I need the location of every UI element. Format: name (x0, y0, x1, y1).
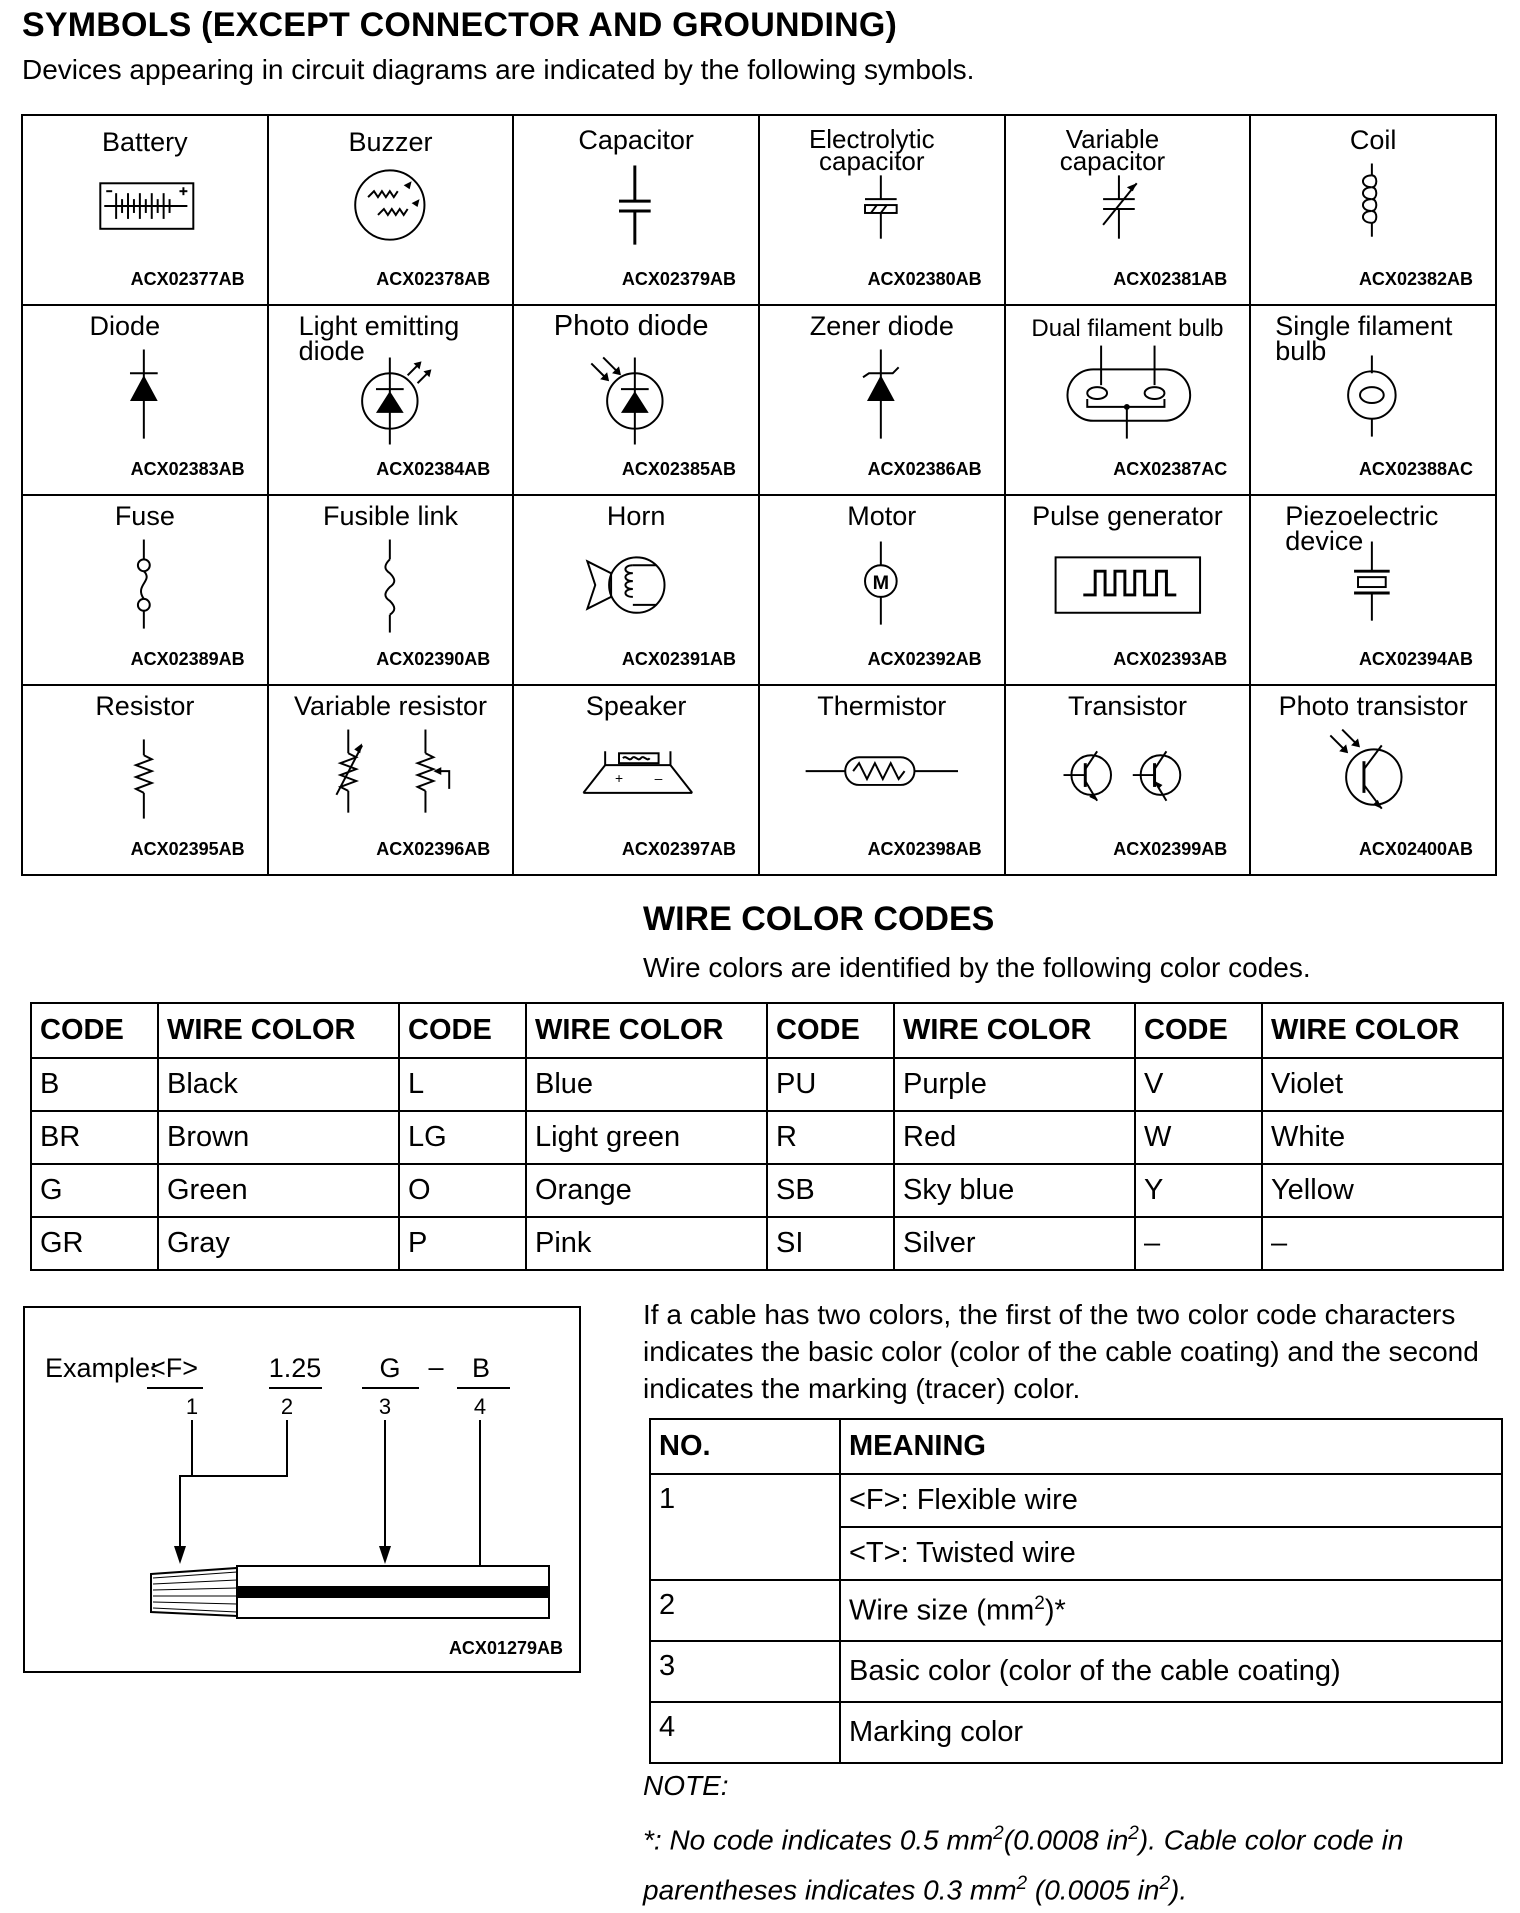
symbol-code: ACX02396AB (376, 839, 491, 859)
table-row (31, 1111, 1503, 1164)
symbol-cell-electrolytic-capacitor (759, 115, 1005, 305)
code-cell: W (1135, 1111, 1262, 1164)
color-cell: Black (158, 1058, 399, 1111)
symbol-cell-capacitor (513, 115, 759, 305)
code-cell: SI (767, 1217, 894, 1270)
color-cell: – (1262, 1217, 1503, 1270)
wire-color-header: WIRE COLOR (526, 1003, 767, 1058)
symbol-label: Pulse generator (1032, 501, 1223, 531)
example-part-1: <F> (149, 1353, 199, 1383)
color-cell: Violet (1262, 1058, 1503, 1111)
symbol-code: ACX02397AB (621, 839, 736, 859)
code-cell: L (399, 1058, 526, 1111)
color-cell: White (1262, 1111, 1503, 1164)
symbol-label: Speaker (585, 691, 687, 721)
color-cell: Purple (894, 1058, 1135, 1111)
color-cell: Light green (526, 1111, 767, 1164)
symbol-cell-variable-resistor (268, 685, 514, 875)
symbol-label: Transistor (1067, 691, 1187, 721)
svg-text:M: M (872, 572, 890, 595)
table-row (31, 1217, 1503, 1270)
symbol-code: ACX02383AB (130, 459, 245, 479)
two-color-explanation: If a cable has two colors, the first of the two color code characters indicates the basic color (color of the cable coating) and the second indicates the marking (tracer) color. (643, 1299, 1479, 1404)
symbol-label: Photo transistor (1278, 691, 1468, 721)
meaning-header: MEANING (840, 1419, 1502, 1474)
color-cell: Brown (158, 1111, 399, 1164)
no-header: NO. (650, 1419, 840, 1474)
svg-text:–: – (654, 769, 663, 786)
table-row (650, 1474, 1502, 1527)
symbol-code: ACX02400AB (1358, 839, 1473, 859)
note-part: ). (1170, 1874, 1188, 1906)
symbol-label: Buzzer (348, 127, 433, 157)
symbol-code: ACX02379AB (621, 269, 736, 289)
symbol-cell-pulse-generator (1005, 495, 1251, 685)
wire-color-subtitle: Wire colors are identified by the following color codes. (643, 952, 1311, 983)
symbol-cell-dual-filament-bulb (1005, 305, 1251, 495)
example-part-4: B (471, 1353, 491, 1383)
symbol-label: Motor (847, 501, 917, 531)
table-row (650, 1702, 1502, 1763)
symbol-code: ACX02385AB (621, 459, 736, 479)
symbol-code: ACX02384AB (376, 459, 491, 479)
intro-text: Devices appearing in circuit diagrams are indicated by the following symbols. (22, 54, 975, 85)
wire-color-header: WIRE COLOR (1262, 1003, 1503, 1058)
code-cell: B (31, 1058, 158, 1111)
wire-example-diagram (25, 1308, 579, 1671)
symbol-label: Variable capacitor (1059, 124, 1166, 176)
example-number-1: 1 (185, 1394, 199, 1419)
code-cell: V (1135, 1058, 1262, 1111)
example-number-4: 4 (473, 1394, 487, 1419)
wire-color-table (30, 1002, 1504, 1271)
symbol-cell-motor (759, 495, 1005, 685)
row-number: 4 (650, 1702, 840, 1763)
meaning-table (649, 1418, 1503, 1764)
symbol-cell-buzzer (268, 115, 514, 305)
wire-size-text: Wire size (mm (849, 1594, 1035, 1627)
symbol-code: ACX02390AB (376, 649, 491, 669)
symbol-code: ACX02388AC (1358, 459, 1473, 479)
symbol-cell-speaker (513, 685, 759, 875)
symbol-code: ACX02386AB (867, 459, 982, 479)
symbol-code: ACX02394AB (1358, 649, 1473, 669)
symbol-code: ACX02381AB (1113, 269, 1228, 289)
symbol-cell-diode (22, 305, 268, 495)
color-cell: Green (158, 1164, 399, 1217)
color-cell: Sky blue (894, 1164, 1135, 1217)
code-cell: – (1135, 1217, 1262, 1270)
code-header: CODE (1135, 1003, 1262, 1058)
symbol-label: Resistor (95, 691, 195, 721)
wire-color-header: WIRE COLOR (158, 1003, 399, 1058)
code-cell: PU (767, 1058, 894, 1111)
row-number: 2 (650, 1580, 840, 1641)
symbol-label: Piezoelectric device (1285, 501, 1439, 556)
color-cell: Orange (526, 1164, 767, 1217)
symbol-cell-horn (513, 495, 759, 685)
wire-example-figure (23, 1306, 581, 1673)
code-header: CODE (399, 1003, 526, 1058)
symbol-label: Electrolytic capacitor (808, 124, 935, 176)
symbol-label: Coil (1349, 125, 1397, 155)
code-cell: SB (767, 1164, 894, 1217)
symbol-label: Horn (606, 501, 666, 531)
symbol-cell-led (268, 305, 514, 495)
symbol-code: ACX02395AB (130, 839, 245, 859)
symbol-cell-battery (22, 115, 268, 305)
symbol-cell-resistor (22, 685, 268, 875)
code-header: CODE (31, 1003, 158, 1058)
table-row (31, 1058, 1503, 1111)
symbol-cell-transistor (1005, 685, 1251, 875)
example-number-3: 3 (378, 1394, 392, 1419)
color-cell: Blue (526, 1058, 767, 1111)
meaning-cell: Basic color (color of the cable coating) (840, 1641, 1502, 1702)
symbol-label: Capacitor (578, 125, 694, 155)
symbol-label: Photo diode (553, 310, 709, 342)
symbol-code: ACX02377AB (130, 269, 245, 289)
symbol-code: ACX02399AB (1113, 839, 1228, 859)
superscript: 2 (1034, 1593, 1045, 1615)
meaning-cell: <F>: Flexible wire (840, 1474, 1502, 1527)
symbol-code: ACX02398AB (867, 839, 982, 859)
symbol-cell-zener-diode (759, 305, 1005, 495)
note-part: (0.0005 in (1027, 1874, 1160, 1906)
color-cell: Pink (526, 1217, 767, 1270)
table-header-row (31, 1003, 1503, 1058)
symbols-table (21, 114, 1497, 876)
symbol-label: Light emitting diode (298, 311, 460, 366)
symbol-label: Single filament bulb (1275, 311, 1453, 366)
table-header-row (650, 1419, 1502, 1474)
superscript: 2 (993, 1823, 1004, 1844)
symbol-label: Fusible link (322, 501, 459, 531)
color-cell: Yellow (1262, 1164, 1503, 1217)
superscript: 2 (1159, 1873, 1171, 1895)
symbol-label: Zener diode (809, 311, 954, 341)
symbol-cell-photo-transistor (1250, 685, 1496, 875)
symbol-cell-piezoelectric-device (1250, 495, 1496, 685)
symbol-code: ACX02382AB (1358, 269, 1473, 289)
note-heading: NOTE: (643, 1770, 729, 1801)
symbol-code: ACX02393AB (1113, 649, 1228, 669)
code-cell: LG (399, 1111, 526, 1164)
example-part-3: G (379, 1353, 401, 1383)
symbol-cell-fusible-link (268, 495, 514, 685)
symbol-label: Battery (102, 127, 188, 157)
symbol-label: Variable resistor (293, 691, 488, 721)
code-cell: O (399, 1164, 526, 1217)
row-number: 1 (650, 1474, 840, 1580)
meaning-cell: <T>: Twisted wire (840, 1527, 1502, 1580)
table-row (650, 1580, 1502, 1641)
table-row (650, 1641, 1502, 1702)
wire-color-header: WIRE COLOR (894, 1003, 1135, 1058)
code-cell: BR (31, 1111, 158, 1164)
symbol-label: Dual filament bulb (1031, 315, 1224, 342)
symbol-code: ACX02380AB (867, 269, 982, 289)
symbol-cell-variable-capacitor (1005, 115, 1251, 305)
symbol-code: ACX02378AB (376, 269, 491, 289)
example-figure-code: ACX01279AB (448, 1638, 563, 1658)
example-dash: – (428, 1352, 444, 1382)
symbol-cell-coil (1250, 115, 1496, 305)
page-title: SYMBOLS (EXCEPT CONNECTOR AND GROUNDING) (22, 6, 898, 44)
note-part: ). Cable color code in parentheses indicates 0.3 mm (643, 1824, 1404, 1906)
note-part: (0.0008 in (1003, 1824, 1129, 1856)
color-cell: Silver (894, 1217, 1135, 1270)
symbol-code: ACX02392AB (867, 649, 982, 669)
meaning-cell (840, 1580, 1502, 1641)
symbol-code: ACX02389AB (130, 649, 245, 669)
symbol-cell-photo-diode (513, 305, 759, 495)
svg-text:+: + (615, 769, 624, 786)
wire-color-title: WIRE COLOR CODES (643, 900, 995, 938)
table-row (31, 1164, 1503, 1217)
note-text (643, 1812, 1513, 1913)
superscript: 2 (1128, 1823, 1139, 1844)
symbol-label: Fuse (114, 501, 175, 531)
code-cell: R (767, 1111, 894, 1164)
code-cell: Y (1135, 1164, 1262, 1217)
meaning-cell: Marking color (840, 1702, 1502, 1763)
row-number: 3 (650, 1641, 840, 1702)
symbol-label: Thermistor (817, 691, 947, 721)
code-cell: GR (31, 1217, 158, 1270)
symbol-label: Diode (89, 311, 161, 341)
color-cell: Red (894, 1111, 1135, 1164)
code-header: CODE (767, 1003, 894, 1058)
example-number-2: 2 (280, 1394, 294, 1419)
symbol-code: ACX02391AB (621, 649, 736, 669)
code-cell: G (31, 1164, 158, 1217)
superscript: 2 (1016, 1873, 1028, 1895)
note-part: *: No code indicates 0.5 mm (643, 1824, 994, 1856)
symbol-cell-single-filament-bulb (1250, 305, 1496, 495)
wire-size-suffix: )* (1044, 1594, 1066, 1627)
symbol-cell-fuse (22, 495, 268, 685)
example-label: Example: (45, 1353, 158, 1383)
color-cell: Gray (158, 1217, 399, 1270)
symbol-cell-thermistor (759, 685, 1005, 875)
symbol-code: ACX02387AC (1113, 459, 1228, 479)
example-part-2: 1.25 (268, 1353, 322, 1383)
code-cell: P (399, 1217, 526, 1270)
